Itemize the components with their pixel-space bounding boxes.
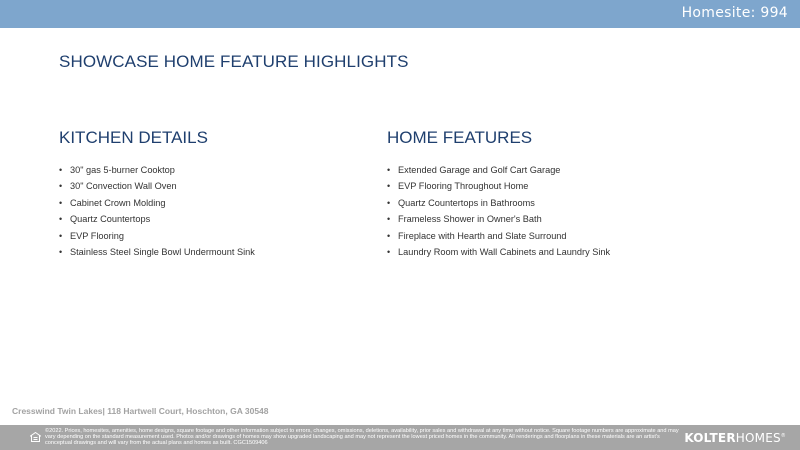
kitchen-details-list xyxy=(59,162,359,260)
bullet-icon: • xyxy=(387,197,391,208)
list-item xyxy=(59,228,359,244)
list-item-text: Extended Garage and Golf Cart Garage xyxy=(398,165,561,175)
footer-bar xyxy=(0,425,800,450)
list-item-text: Frameless Shower in Owner's Bath xyxy=(398,214,542,225)
bullet-icon: • xyxy=(59,197,63,208)
equal-housing-icon xyxy=(30,432,41,442)
logo-text-bold: KOLTER xyxy=(684,431,736,445)
list-item xyxy=(59,195,359,211)
logo-text-light: HOMES xyxy=(735,431,781,445)
list-item-text: Quartz Countertops xyxy=(70,214,151,225)
list-item xyxy=(387,244,717,260)
property-address: Cresswind Twin Lakes| 118 Hartwell Court, Hoschton, GA 30548 xyxy=(12,406,269,416)
bullet-icon: • xyxy=(59,230,63,241)
bullet-icon: • xyxy=(59,214,63,225)
list-item-text: Quartz Countertops in Bathrooms xyxy=(398,197,535,208)
page-title: SHOWCASE HOME FEATURE HIGHLIGHTS xyxy=(59,52,409,71)
bullet-icon: • xyxy=(59,165,63,175)
homesite-label: Homesite: 994 xyxy=(681,5,788,21)
logo-mark: ® xyxy=(780,433,786,439)
list-item xyxy=(59,211,359,227)
top-bar xyxy=(0,0,800,28)
kitchen-details-heading: KITCHEN DETAILS xyxy=(59,128,208,147)
list-item xyxy=(387,195,717,211)
list-item-text: Fireplace with Hearth and Slate Surround xyxy=(398,230,567,241)
bullet-icon: • xyxy=(387,181,391,192)
bullet-icon: • xyxy=(387,246,391,257)
home-features-list xyxy=(387,162,717,260)
bullet-icon: • xyxy=(387,230,391,241)
kitchen-details-section xyxy=(59,128,359,260)
list-item-text: Cabinet Crown Molding xyxy=(70,197,166,208)
kolter-homes-logo[interactable] xyxy=(684,431,786,445)
list-item xyxy=(59,162,359,178)
bullet-icon: • xyxy=(59,246,63,257)
bullet-icon: • xyxy=(59,181,63,192)
list-item xyxy=(387,211,717,227)
home-features-heading: HOME FEATURES xyxy=(387,128,533,147)
list-item-text: Laundry Room with Wall Cabinets and Laundry Sink xyxy=(398,246,611,257)
bullet-icon: • xyxy=(387,165,391,175)
list-item xyxy=(59,178,359,194)
bullet-icon: • xyxy=(387,214,391,225)
list-item xyxy=(387,162,717,178)
list-item xyxy=(387,228,717,244)
list-item xyxy=(387,178,717,194)
home-features-section xyxy=(387,128,717,260)
list-item-text: Stainless Steel Single Bowl Undermount Sink xyxy=(70,246,255,257)
list-item-text: 30" gas 5-burner Cooktop xyxy=(70,165,175,175)
list-item-text: 30" Convection Wall Oven xyxy=(70,181,177,192)
list-item-text: EVP Flooring Throughout Home xyxy=(398,181,529,192)
list-item-text: EVP Flooring xyxy=(70,230,124,241)
legal-disclaimer: ©2022. Prices, homesites, amenities, home designs, square footage and other information subject to errors, changes, omissions, deletions, availability, prior sales and withdrawal at any time without notice. Square footage numbers are approximate and may vary depending on the standard measurement used. Photos and/or drawings of homes may show upgraded landscaping and may not represent the lowest priced homes in the community. All renderings and floorplans in these materials are an artist's conceptual drawings and will vary from the actual plans and homes as built. CGC1509406 xyxy=(45,428,679,447)
list-item xyxy=(59,244,359,260)
